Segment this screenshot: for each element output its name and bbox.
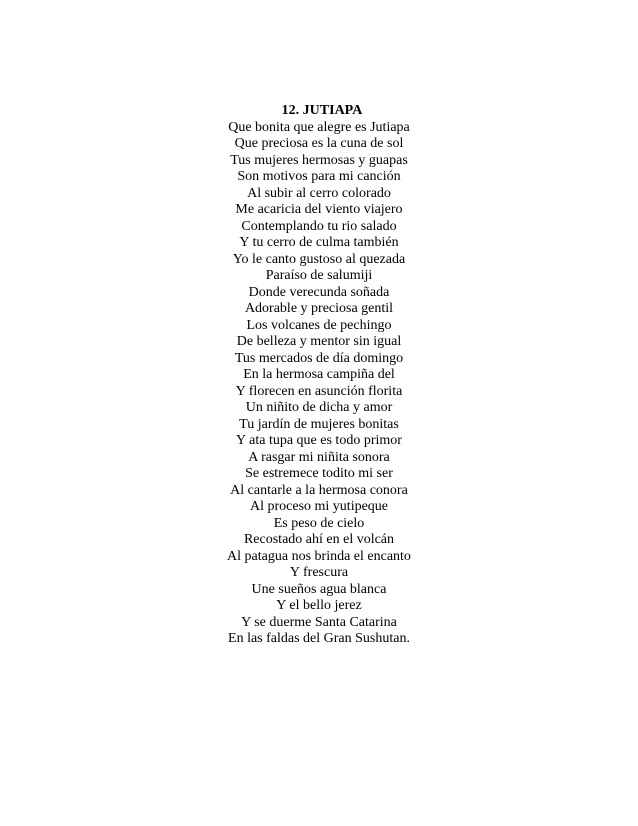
- poem-line: Tus mujeres hermosas y guapas: [230, 152, 408, 168]
- poem-line: Que preciosa es la cuna de sol: [234, 136, 404, 151]
- poem-line: Yo le canto gustoso al quezada: [232, 251, 406, 267]
- poem-line: Al subir al cerro colorado: [247, 185, 391, 201]
- poem-line: Y tu cerro de culma también: [239, 235, 399, 250]
- poem-line: Un niñito de dicha y amor: [245, 400, 393, 415]
- poem-line: Al cantarle a la hermosa conora: [230, 482, 408, 498]
- poem-line: Recostado ahí en el volcán: [243, 532, 395, 547]
- poem-line: En las faldas del Gran Sushutan.: [228, 631, 410, 646]
- poem-line: En la hermosa campiña del: [243, 367, 395, 382]
- poem-line: Tu jardín de mujeres bonitas: [239, 416, 399, 432]
- poem-line: Tus mercados de día domingo: [234, 350, 404, 366]
- poem-lines: [0, 120, 638, 648]
- poem-line: Une sueños agua blanca: [251, 581, 387, 597]
- poem-line: Y ata tupa que es todo primor: [236, 433, 402, 448]
- poem: [0, 103, 638, 648]
- poem-line: Al proceso mi yutipeque: [249, 499, 389, 514]
- poem-line: Se estremece todito mi ser: [245, 466, 393, 481]
- poem-title: 12. JUTIAPA: [281, 103, 363, 118]
- poem-line: Al patagua nos brinda el encanto: [227, 548, 411, 564]
- poem-line: Los volcanes de pechingo: [246, 317, 392, 333]
- poem-line: Contemplando tu rio salado: [241, 218, 397, 234]
- poem-line: Me acaricia del viento viajero: [235, 202, 403, 217]
- poem-line: Donde verecunda soñada: [248, 284, 390, 300]
- poem-line: Paraíso de salumiji: [265, 268, 373, 283]
- poem-line: Que bonita que alegre es Jutiapa: [228, 119, 410, 135]
- poem-line: Adorable y preciosa gentil: [244, 301, 394, 316]
- poem-line: De belleza y mentor sin igual: [236, 334, 402, 349]
- poem-line: Y florecen en asunción florita: [235, 383, 403, 399]
- poem-line: Son motivos para mi canción: [237, 169, 401, 184]
- poem-line: Y se duerme Santa Catarina: [241, 614, 397, 630]
- poem-line: Y frescura: [289, 565, 349, 580]
- poem-line: Y el bello jerez: [276, 598, 362, 613]
- poem-line: Es peso de cielo: [273, 515, 365, 531]
- poem-line: A rasgar mi niñita sonora: [248, 449, 390, 465]
